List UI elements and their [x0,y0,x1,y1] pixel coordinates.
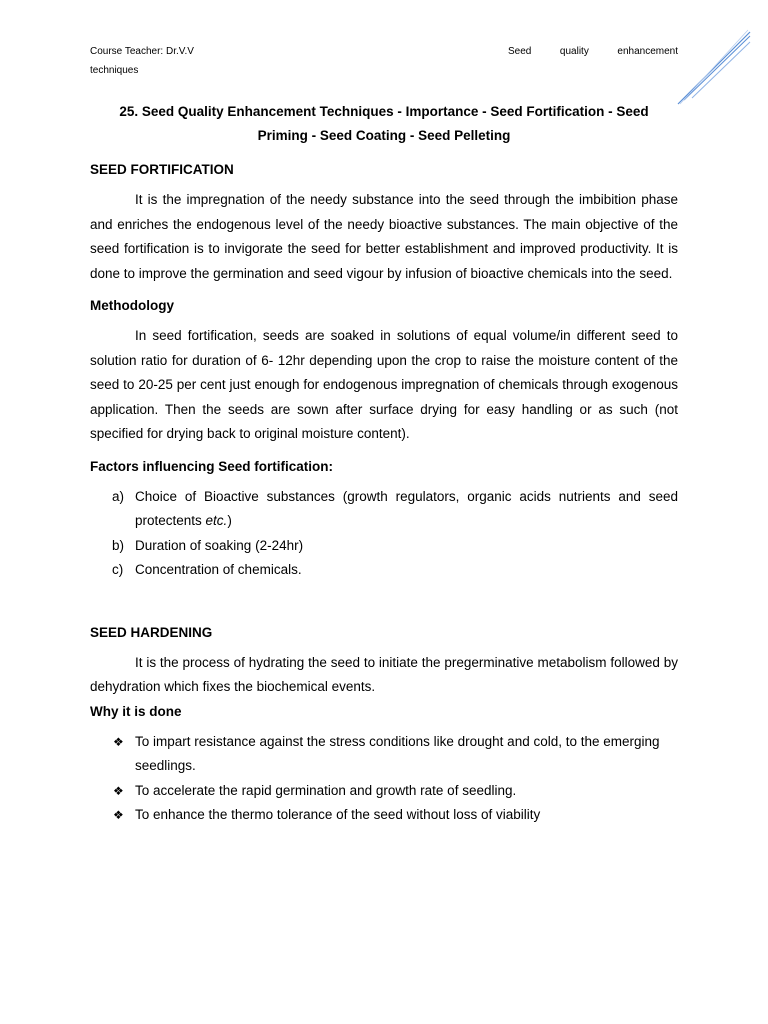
diamond-bullet-icon: ❖ [113,808,124,822]
header-running-title-continued: techniques [90,65,139,76]
paragraph-seed-hardening: It is the process of hydrating the seed to initiate the pregerminative metabolism followed by dehydration which fixes the biochemical events. [90,654,678,694]
factors-list [90,485,678,583]
list-item-tail: ) [227,513,232,528]
diamond-bullet-icon: ❖ [113,734,124,749]
list-item-italic: etc. [205,513,228,528]
list-item-text: Choice of Bioactive substances (growth regulators, organic acids nutrients and seed protectents [135,488,678,528]
header-word: enhancement [617,46,678,57]
list-item [90,558,678,583]
document-title-line-1: 25. Seed Quality Enhancement Techniques - Importance - Seed Fortification - Seed [119,104,649,119]
heading-factors: Factors influencing Seed fortification: [90,458,334,474]
list-item [90,730,678,779]
document-body [90,100,678,828]
list-item [90,779,678,804]
list-marker: c) [112,562,124,577]
list-item-text: To impart resistance against the stress conditions like drought and cold, to the emerging seedlings. [135,733,660,773]
paragraph-methodology: In seed fortification, seeds are soaked in solutions of equal volume/in different seed to solution ratio for duration of 6- 12hr depending upon the crop to raise the moisture content of the seed to 20-25 per cent just enough for endogenous impregnation of chemicals through exogenous application. Then the seeds are sown after surface drying for easy handling or as such (not specified for drying back to original moisture content). [90,328,678,441]
why-list [90,730,678,828]
list-item-text: Duration of soaking (2-24hr) [135,537,304,553]
list-item [90,534,678,559]
header-word: quality [559,46,589,57]
decoration-line [684,36,750,100]
decoration-line [678,32,750,104]
corner-decoration-lines [670,22,760,112]
document-title-line-2: Priming - Seed Coating - Seed Pelleting [257,128,511,143]
list-marker: a) [112,488,125,504]
heading-seed-hardening: SEED HARDENING [90,624,213,640]
heading-methodology: Methodology [90,298,174,313]
diamond-bullet-icon: ❖ [113,783,124,798]
list-item-text: To accelerate the rapid germination and growth rate of seedling. [135,782,517,798]
decoration-line [680,30,748,104]
list-item-text: To enhance the thermo tolerance of the seed without loss of viability [135,807,541,822]
header-course-teacher: Course Teacher: Dr.V.V [90,46,194,57]
list-item [90,485,678,534]
heading-seed-fortification: SEED FORTIFICATION [90,162,234,177]
header-running-title [508,46,678,57]
heading-why-it-is-done: Why it is done [90,703,182,719]
list-marker: b) [112,537,125,553]
list-item [90,803,678,828]
header-word: Seed [508,46,532,57]
paragraph-seed-fortification: It is the impregnation of the needy substance into the seed through the imbibition phase and enriches the endogenous level of the needy bioactive substances. The main objective of the seed fortification is to invigorate the seed for better establishment and improved productivity. It is done to improve the germination and seed vigour by infusion of bioactive chemicals into the seed. [90,192,678,281]
list-item-text: Concentration of chemicals. [135,562,302,577]
decoration-line [692,42,750,98]
